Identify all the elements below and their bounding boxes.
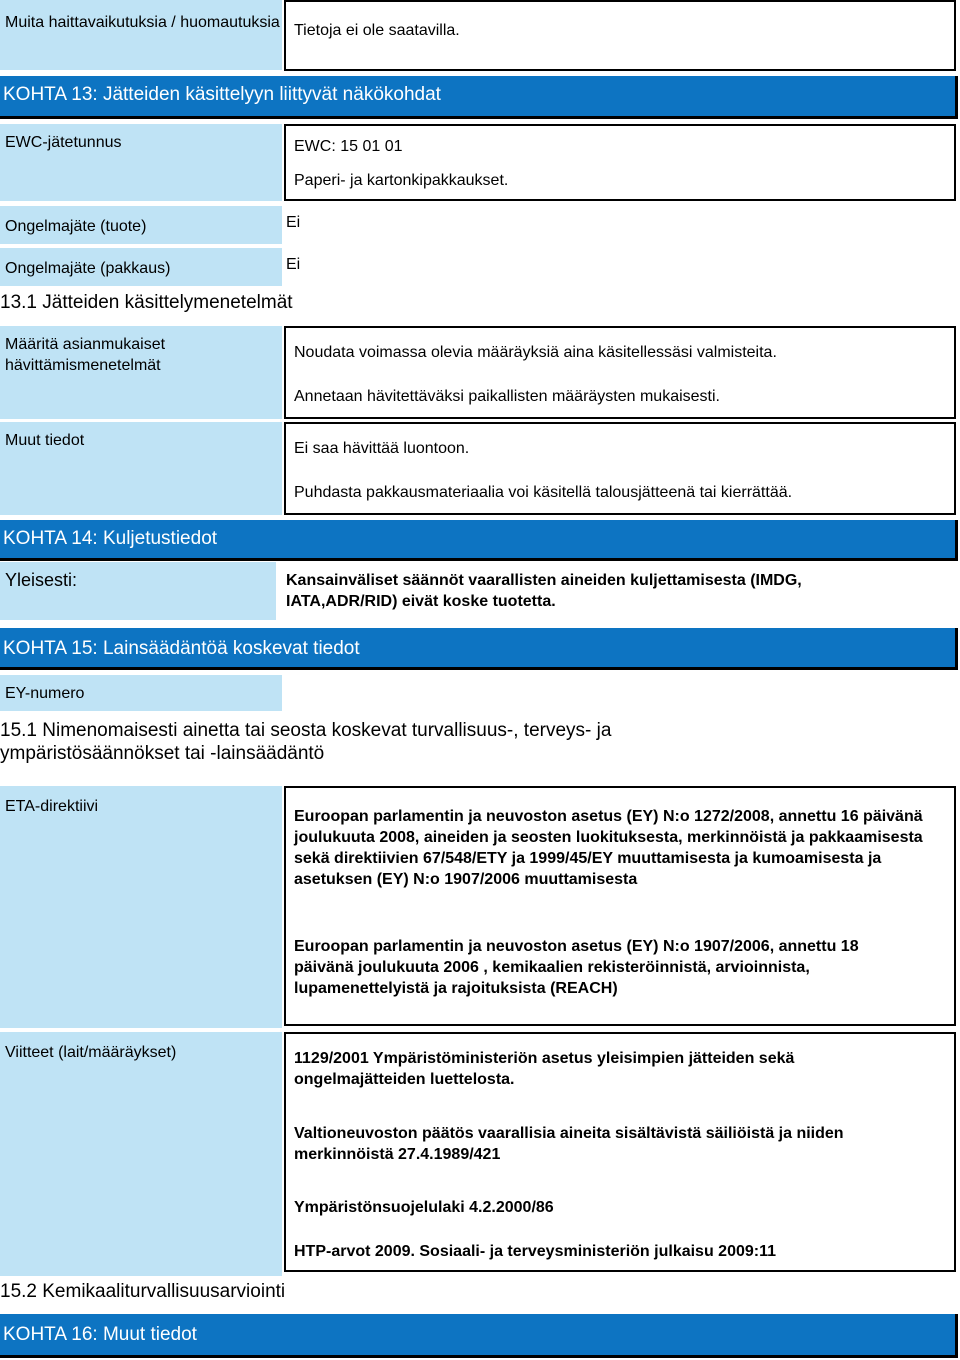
muut-tiedot-value-box [284, 422, 956, 515]
maarita-label: Määritä asianmukaiset hävittämismenetelmät [0, 326, 282, 419]
ewc-value-box [284, 124, 956, 201]
haitta-value: Tietoja ei ole saatavilla. [294, 22, 460, 39]
ewc-description: Paperi- ja kartonkipakkaukset. [294, 172, 509, 189]
ongelmajate-tuote-label: Ongelmajäte (tuote) [0, 206, 282, 244]
haitta-value-box [284, 0, 956, 71]
eta-direktiivi-value-2: Euroopan parlamentin ja neuvoston asetus (EY) N:o 1907/2006, annettu 18 päivänä joulukuuta 2006 , kemikaalien rekisteröinnistä, arvioinnista, lupamenettelyistä ja rajoituksista (REACH) [294, 938, 859, 997]
yleisesti-value: Kansainväliset säännöt vaarallisten aineiden kuljettamisesta (IMDG, IATA,ADR/RID) eivät koske tuotetta. [286, 572, 802, 610]
muut-tiedot-value-1: Ei saa hävittää luontoon. [294, 440, 470, 457]
yleisesti-label: Yleisesti: [0, 562, 276, 620]
viitteet-value-3: Ympäristönsuojelulaki 4.2.2000/86 [294, 1199, 554, 1216]
eta-direktiivi-label: ETA-direktiivi [0, 786, 282, 1028]
muut-tiedot-label: Muut tiedot [0, 422, 282, 515]
ewc-label: EWC-jätetunnus [0, 124, 282, 201]
viitteet-label: Viitteet (lait/määräykset) [0, 1032, 282, 1276]
section-15-header: KOHTA 15: Lainsäädäntöä koskevat tiedot [0, 628, 958, 670]
viitteet-value-4: HTP-arvot 2009. Sosiaali- ja terveysministeriön julkaisu 2009:11 [294, 1243, 777, 1260]
ey-numero-label: EY-numero [0, 675, 282, 711]
section-16-header: KOHTA 16: Muut tiedot [0, 1314, 958, 1358]
ongelmajate-pakkaus-value: Ei [286, 256, 301, 273]
eta-direktiivi-value-1: Euroopan parlamentin ja neuvoston asetus (EY) N:o 1272/2008, annettu 16 päivänä joulukuuta 2008, aineiden ja seosten luokituksesta, merkinnöistä ja pakkaamisesta sekä direktiivien 67/548/ETY ja 1999/45/EY muuttamisesta ja kumoamisesta ja asetuksen (EY) N:o 1907/2006 muuttamisesta [294, 808, 923, 888]
section-14-header: KOHTA 14: Kuljetustiedot [0, 520, 958, 561]
viitteet-value-1: 1129/2001 Ympäristöministeriön asetus yleisimpien jätteiden sekä ongelmajätteiden luettelosta. [294, 1050, 795, 1088]
maarita-value-box [284, 326, 956, 419]
viitteet-value-2: Valtioneuvoston päätös vaarallisia aineita sisältävistä säiliöistä ja niiden merkinnöistä 27.4.1989/421 [294, 1125, 844, 1163]
maarita-value-2: Annetaan hävitettäväksi paikallisten määräysten mukaisesti. [294, 388, 720, 405]
subsection-13-1-title: 13.1 Jätteiden käsittelymenetelmät [0, 292, 293, 313]
subsection-15-2-title: 15.2 Kemikaaliturvallisuusarviointi [0, 1281, 286, 1302]
maarita-value-1: Noudata voimassa olevia määräyksiä aina käsitellessäsi valmisteita. [294, 344, 777, 361]
ongelmajate-tuote-value: Ei [286, 214, 301, 231]
haitta-label: Muita haittavaikutuksia / huomautuksia [0, 0, 282, 70]
eta-direktiivi-value-box [284, 786, 956, 1026]
viitteet-value-box [284, 1032, 956, 1272]
section-13-header: KOHTA 13: Jätteiden käsittelyyn liittyvät näkökohdat [0, 76, 958, 119]
subsection-15-1-title: 15.1 Nimenomaisesti ainetta tai seosta koskevat turvallisuus-, terveys- ja ympäristösäännökset tai -lainsäädäntö [0, 720, 612, 764]
ongelmajate-pakkaus-label: Ongelmajäte (pakkaus) [0, 248, 282, 286]
muut-tiedot-value-2: Puhdasta pakkausmateriaalia voi käsitellä talousjätteenä tai kierrättää. [294, 484, 793, 501]
ewc-code: EWC: 15 01 01 [294, 138, 403, 155]
